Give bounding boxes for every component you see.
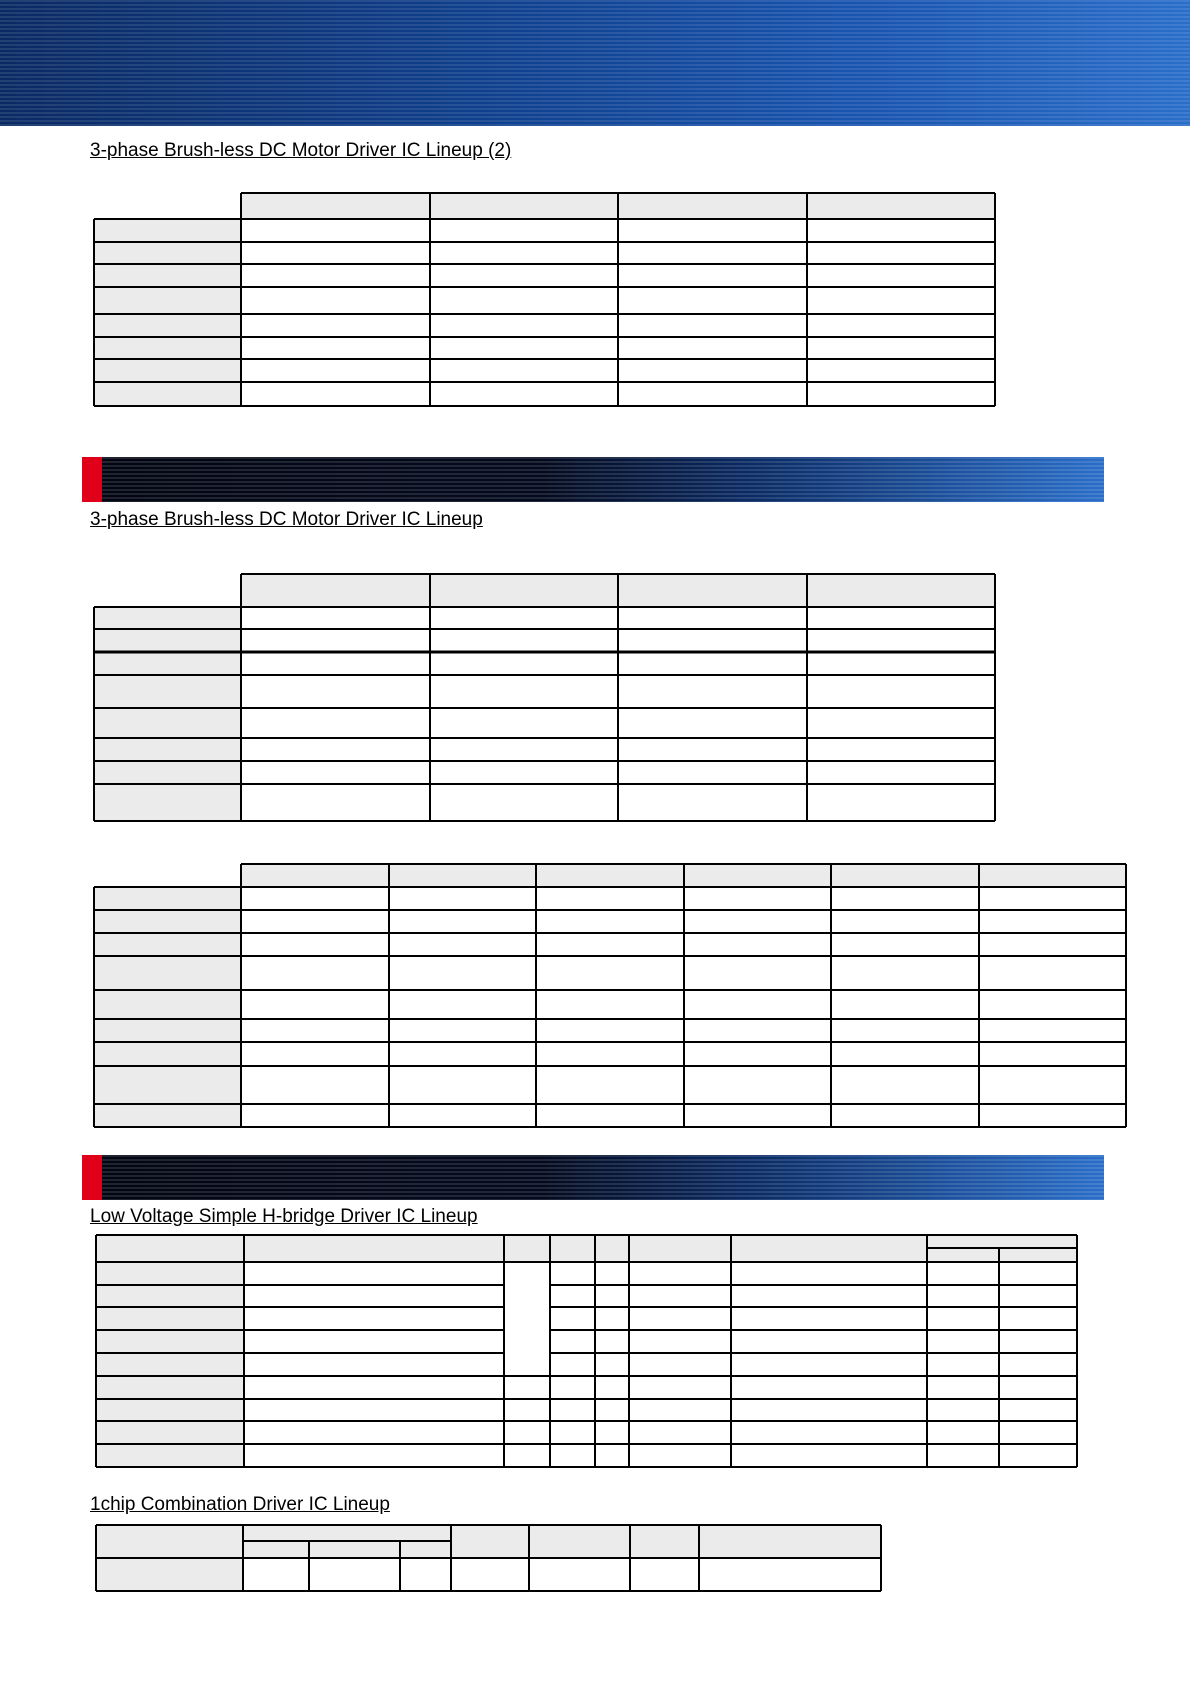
section-title-bldc-lineup-2: 3-phase Brush-less DC Motor Driver IC Lineup (2) [90,140,512,161]
table-hbridge-lineup [96,1235,1077,1467]
section-title-bldc-lineup: 3-phase Brush-less DC Motor Driver IC Lineup [90,509,483,530]
table-combination-lineup [96,1525,881,1591]
table-bldc-lineup [94,574,995,821]
section-title-combination-lineup: 1chip Combination Driver IC Lineup [90,1494,390,1515]
table-bldc-lineup-b [94,864,1126,1127]
table-bldc-lineup-2 [94,193,995,406]
section-title-hbridge-lineup: Low Voltage Simple H-bridge Driver IC Lineup [90,1206,478,1227]
